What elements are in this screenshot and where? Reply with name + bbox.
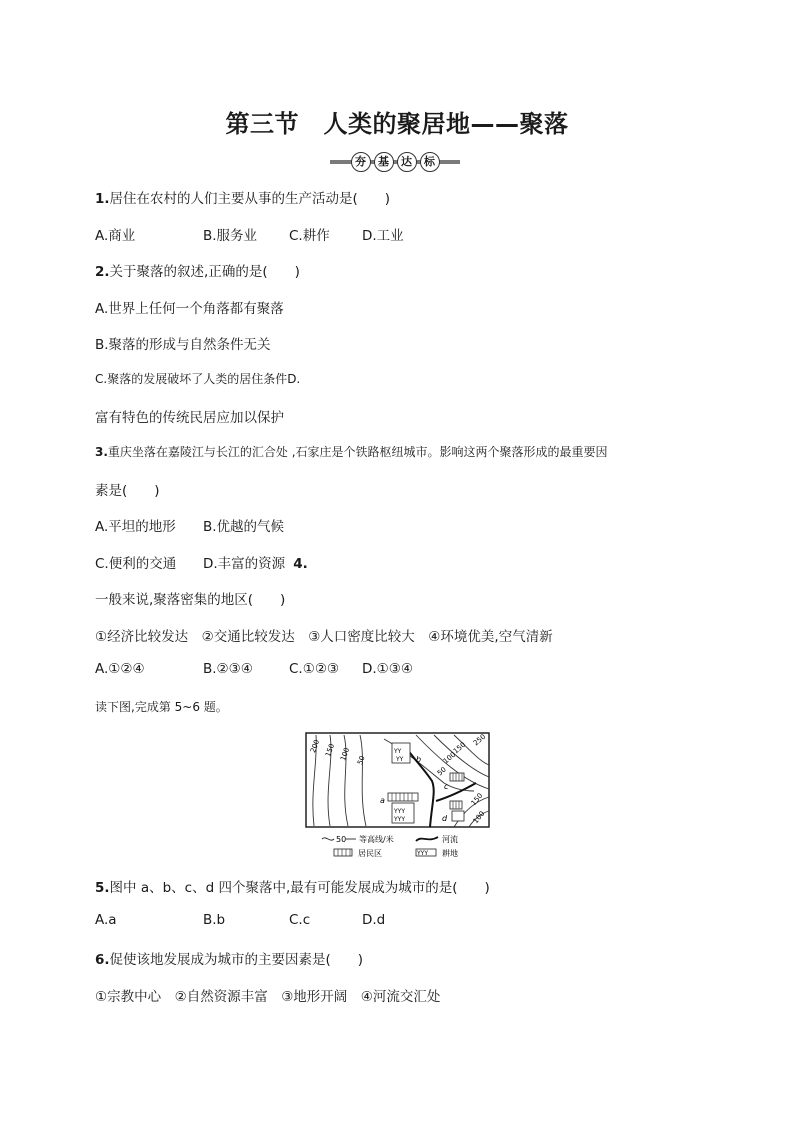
contour-label: 150 [451,740,468,756]
option-d[interactable]: D.d [362,912,386,928]
option-b[interactable]: B.聚落的形成与自然条件无关 [95,337,271,353]
question-3-options-ab [95,515,284,535]
question-2: 2.关于聚落的叙述,正确的是( ) [95,264,300,280]
option-c[interactable]: C.便利的交通 [95,556,177,572]
option-a[interactable]: A.世界上任何一个角落都有聚落 [95,301,284,317]
question-1: 1.居住在农村的人们主要从事的生产活动是( ) [95,191,391,207]
question-3-options-cd [95,552,308,572]
settlement-label: c [444,782,449,791]
contour-map [304,731,492,863]
option-a[interactable]: A.a [95,912,117,928]
residential-area [388,793,418,801]
option-d[interactable]: D.①③④ [362,661,413,677]
contour-label: 50 [435,765,448,778]
legend-contour-value: 50 [336,835,347,844]
contour-label: 250 [471,732,488,748]
legend-river-symbol [416,837,438,841]
farmland-icon: ΥΥΥ [417,850,428,857]
farmland-icon: ΥΥΥ [394,816,405,823]
contour-label: 100 [339,746,352,762]
farmland-icon: ΥΥ [394,748,402,755]
question-4-statements: ①经济比较发达 ②交通比较发达 ③人口密度比较大 ④环境优美,空气清新 [95,629,553,645]
contour-label: 50 [356,754,367,766]
contour-label: 100 [441,750,458,766]
legend-contour-symbol [322,838,334,840]
page-title: 第三节 人类的聚居地——聚落 [225,110,569,138]
option-c[interactable]: C.①②③ [289,661,340,677]
farmland-icon: ΥΥΥ [394,808,405,815]
badge-char: 达 [397,152,417,172]
farmland-icon: ΥΥ [396,756,404,763]
badge-char: 基 [374,152,394,172]
read-instruction: 读下图,完成第 5~6 题。 [95,700,228,714]
section-badge [330,151,460,173]
option-a[interactable]: A.①②④ [95,661,145,677]
badge-char: 夯 [351,152,371,172]
question-4: 一般来说,聚落密集的地区( ) [95,592,286,608]
option-c[interactable]: C.c [289,912,311,928]
badge-char: 标 [420,152,440,172]
option-b[interactable]: B.②③④ [203,661,253,677]
option-b[interactable]: B.服务业 [203,228,258,244]
question-4-options [95,661,413,677]
settlement-label: d [442,814,448,823]
option-c[interactable]: C.耕作 [289,228,330,244]
option-a[interactable]: A.商业 [95,228,136,244]
contour-label: 150 [469,791,485,808]
question-6: 6.促使该地发展成为城市的主要因素是( ) [95,952,364,968]
contour-map-figure [304,731,492,863]
option-b[interactable]: B.b [203,912,226,928]
option-d[interactable]: D.丰富的资源 [203,556,286,572]
option-d[interactable]: D.工业 [362,228,404,244]
question-6-statements: ①宗教中心 ②自然资源丰富 ③地形开阔 ④河流交汇处 [95,989,441,1005]
settlement-label: a [380,796,385,805]
question-3-cont: 素是( ) [95,483,160,499]
question-1-options [95,224,404,244]
contour-label: 200 [309,738,322,754]
contour-label: 100 [471,809,487,826]
question-4-number: 4. [293,556,308,572]
option-a[interactable]: A.平坦的地形 [95,519,176,535]
farmland-area [452,811,464,821]
legend-farmland-label: 耕地 [442,849,458,858]
question-3: 3.重庆坐落在嘉陵江与长江的汇合处 ,石家庄是个铁路枢纽城市。影响这两个聚落形成的最重要因 [95,445,608,459]
settlement-label: b [416,755,422,764]
question-5-options [95,912,385,928]
legend-residential-symbol [334,849,352,856]
legend-river-label: 河流 [442,835,458,844]
question-5: 5.图中 a、b、c、d 四个聚落中,最有可能发展成为城市的是( ) [95,880,490,896]
legend-residential-label: 居民区 [358,849,382,858]
legend-contour-label: 等高线/米 [359,835,394,844]
option-c[interactable]: C.聚落的发展破坏了人类的居住条件D. [95,372,301,386]
option-b[interactable]: B.优越的气候 [203,519,285,535]
option-d[interactable]: 富有特色的传统民居应加以保护 [95,410,284,426]
contour-label: 150 [324,742,337,758]
